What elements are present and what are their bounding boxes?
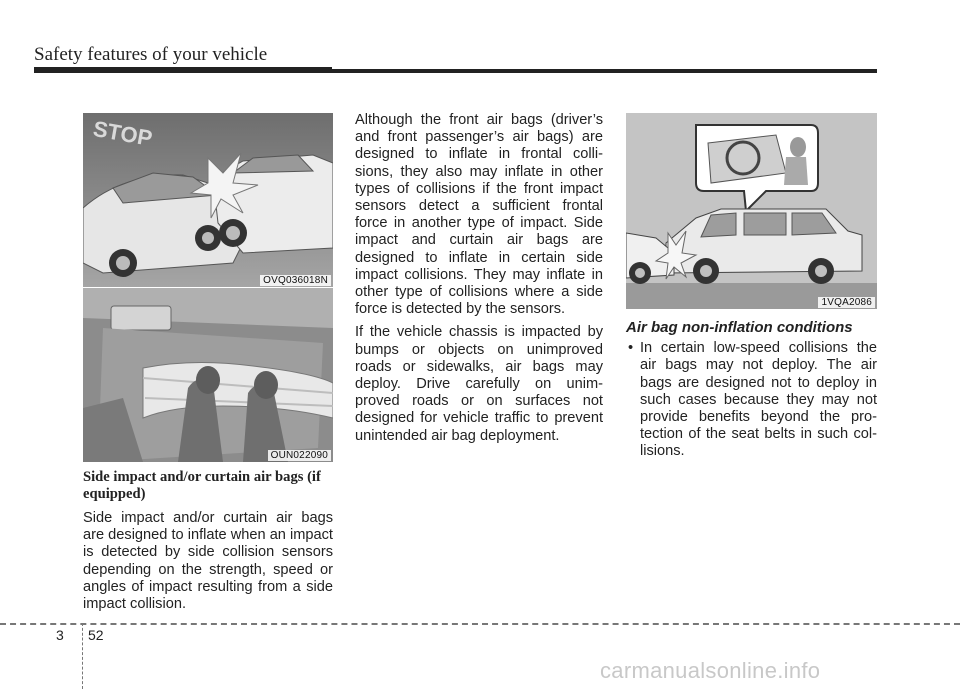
- road-stop-text: STOP: [91, 115, 155, 151]
- side-curtain-heading: Side impact and/or curtain air bags (if equipped): [83, 469, 321, 502]
- header-rule-accent: [34, 67, 332, 73]
- watermark-text: carmanualsonline.info: [600, 658, 821, 683]
- figure-suv-collision: [626, 113, 877, 309]
- chassis-impact-paragraph: If the vehicle chassis is impacted by bumps or objects on unimproved roads or sidewalks, air bags may deploy. Drive carefully on unim- proved roads or on surfaces not designed for vehicle traffic to prevent unintended air bag deployment.: [355, 324, 603, 444]
- page-number: 52: [88, 627, 104, 643]
- non-inflation-heading: Air bag non-inflation conditions: [626, 319, 853, 336]
- front-airbag-paragraph: Although the front air bags (driver’s and front passenger’s air bags) are designed to inflate in frontal colli- sions, they also may inflate in other types of collisions if the front impact sensors detect a sufficient frontal force in another type of impact. Side impact and curtain air bags are designed to inflate in certain side impact collisions. They may inflate in other type of collisions where a side force is detected by the sensors.: [355, 112, 603, 318]
- footer-vertical-divider: [82, 623, 83, 689]
- figure-code-label: OUN022090: [268, 450, 331, 461]
- bullet-marker: •: [628, 340, 634, 357]
- footer-divider: [0, 623, 960, 625]
- collision-illustration: [83, 113, 333, 287]
- figure-frontal-collision: [83, 113, 333, 287]
- middle-column: [355, 112, 603, 451]
- chapter-number: 3: [56, 627, 64, 643]
- page-header-title: Safety features of your vehicle: [34, 44, 268, 65]
- side-curtain-body: Side impact and/or curtain air bags are designed to inflate when an impact is detected by side collision sensors depending on the strength, speed or angles of impact resulting from a side impact collision.: [83, 510, 333, 613]
- figure-code-label: OVQ036018N: [260, 275, 331, 286]
- suv-collision-illustration: [626, 113, 877, 309]
- non-inflation-bullet: [626, 340, 877, 460]
- non-inflation-bullet-text: In certain low-speed collisions the air bags may not deploy. The air bags are designed not to deploy in such cases because they may not provide benefits beyond the pro- tection of the seat belts in such col- lisions.: [640, 340, 877, 460]
- figure-code-label: 1VQA2086: [818, 297, 875, 308]
- figure-curtain-airbag: [83, 288, 333, 462]
- curtain-airbag-illustration: [83, 288, 333, 462]
- left-column: [83, 469, 333, 619]
- right-column: [626, 315, 877, 467]
